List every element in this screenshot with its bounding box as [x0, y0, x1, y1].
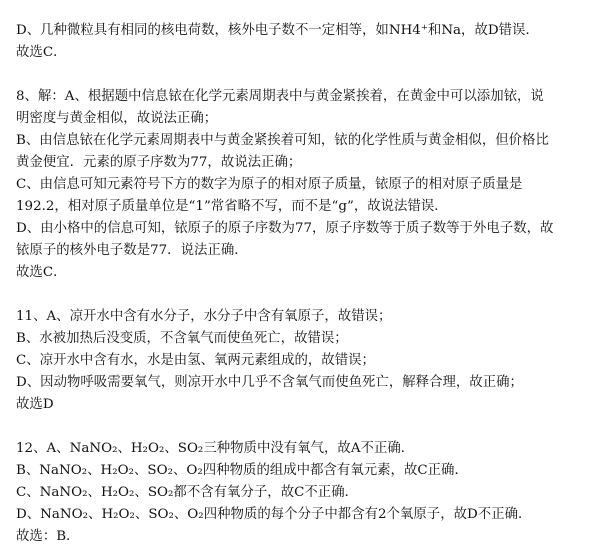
text-line: C、由信息可知元素符号下方的数字为原子的相对原子质量，铱原子的相对原子质量是 [16, 177, 523, 192]
answer-line: 故选D [16, 397, 54, 412]
text-line: 11、A、凉开水中含有水分子，水分子中含有氧原子，故错误； [16, 309, 392, 324]
text-line: 8、解：A、根据题中信息铱在化学元素周期表中与黄金紧挨着，在黄金中可以添加铱，说 [16, 89, 544, 104]
answer-line: 故选C． [16, 45, 67, 60]
text-line: 12、A、NaNO₂、H₂O₂、SO₂三种物质中没有氧气，故A不正确． [16, 441, 415, 456]
text-line: D、NaNO₂、H₂O₂、SO₂、O₂四种物质的每个分子中都含有2个氧原子，故D不正确． [16, 507, 532, 522]
answer-line: 故选：B． [16, 529, 80, 544]
text-line: 铱原子的核外电子数是77．说法正确． [16, 243, 248, 258]
text-line: B、NaNO₂、H₂O₂、SO₂、O₂四种物质的组成中都含有氧元素，故C正确． [16, 463, 468, 478]
text-line: D、因动物呼吸需要氧气，则凉开水中几乎不含氧气而使鱼死亡，解释合理，故正确； [16, 375, 523, 390]
text-line: 192.2，相对原子质量单位是“1”常省略不写，而不是“g”，故说法错误． [16, 199, 448, 214]
text-line: C、凉开水中含有水，水是由氢、氧两元素组成的，故错误； [16, 353, 375, 368]
answer-line: 故选C． [16, 265, 67, 280]
text-line: D、由小格中的信息可知，铱原子的原子序数为77，原子序数等于质子数等于外电子数，故 [16, 221, 554, 236]
text-line: B、水被加热后没变质，不含氧气而使鱼死亡，故错误； [16, 331, 348, 346]
paragraph-gap [16, 284, 590, 306]
document-body [16, 20, 590, 548]
text-line: B、由信息铱在化学元素周期表中与黄金紧挨着可知，铱的化学性质与黄金相似，但价格比 [16, 133, 549, 148]
text-line: 黄金便宜．元素的原子序数为77，故说法正确； [16, 155, 302, 170]
text-line: 明密度与黄金相似，故说法正确； [16, 111, 218, 126]
text-line: D、几种微粒具有相同的核电荷数，核外电子数不一定相等，如NH4⁺和Na，故D错误． [16, 23, 539, 38]
text-line: C、NaNO₂、H₂O₂、SO₂都不含有氧分子，故C不正确． [16, 485, 359, 500]
paragraph-gap [16, 416, 590, 438]
paragraph-gap [16, 64, 590, 86]
